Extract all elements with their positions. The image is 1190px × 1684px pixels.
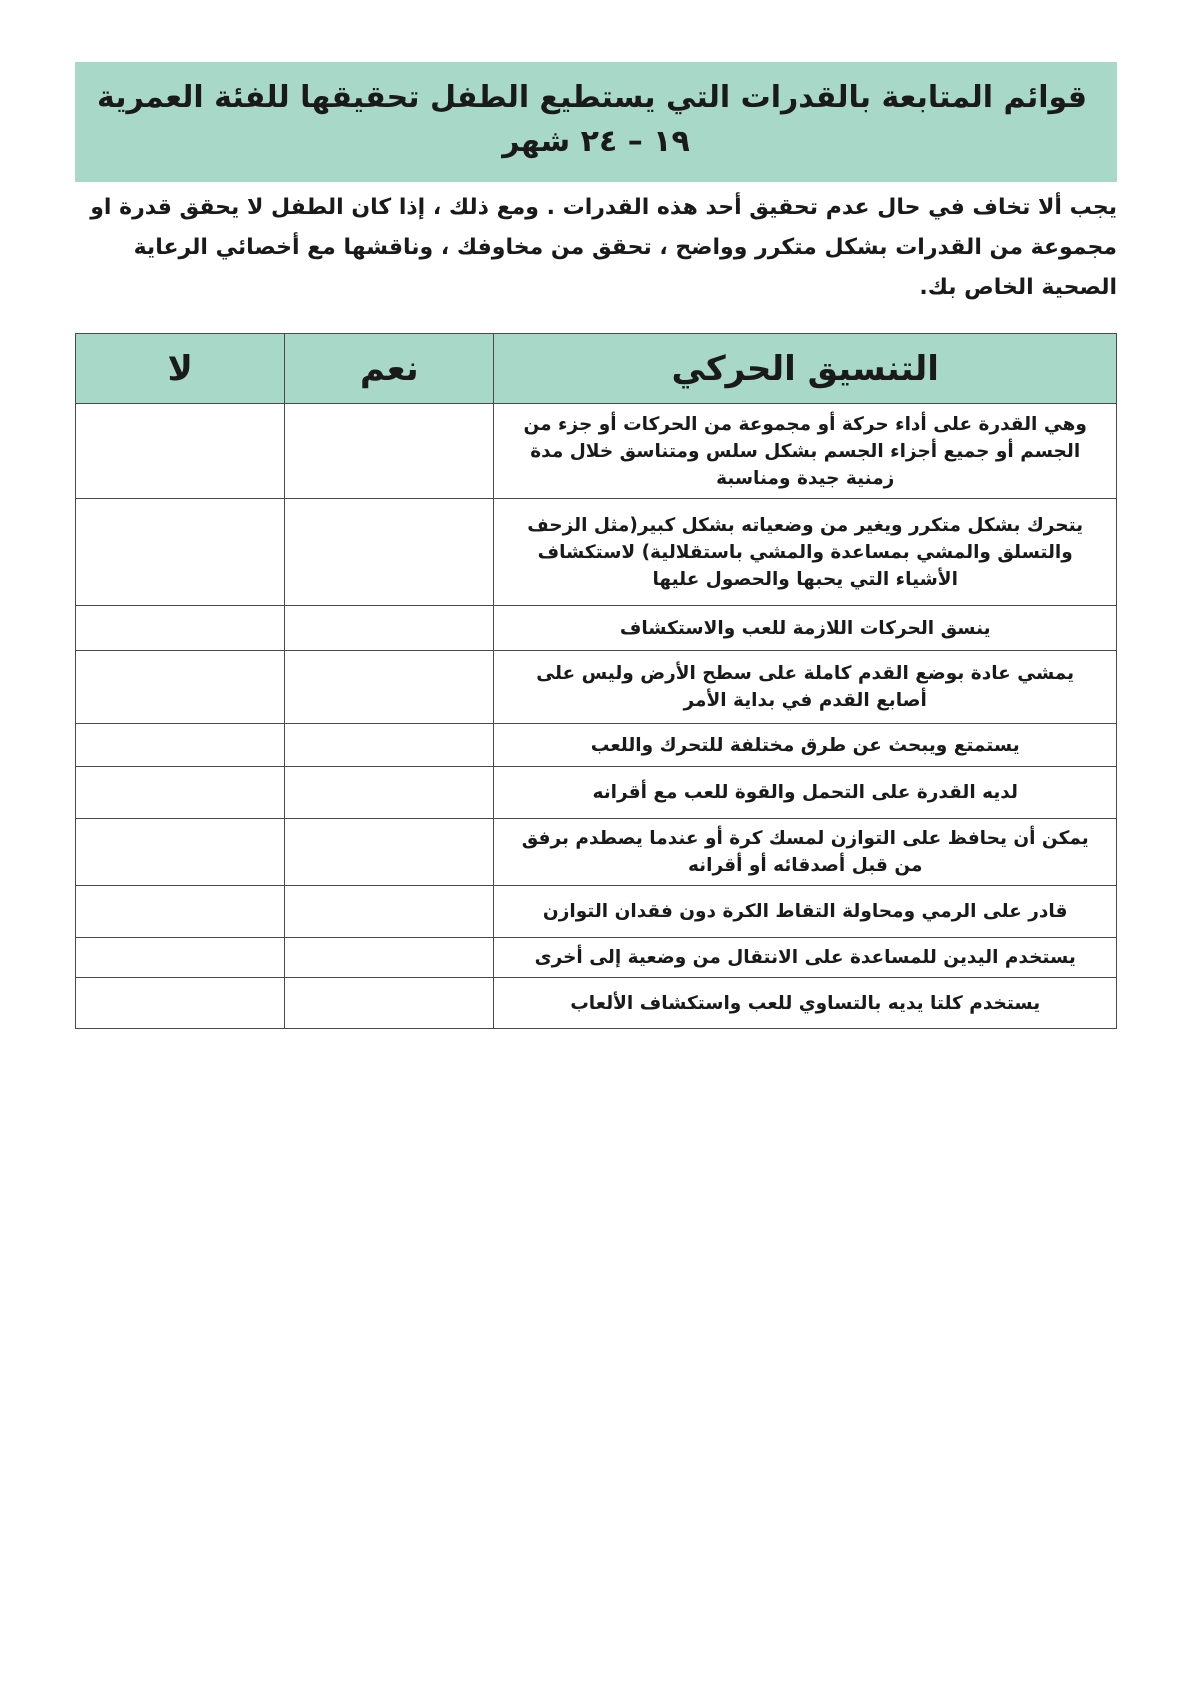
yes-checkbox-cell[interactable] — [285, 404, 494, 499]
skill-text: يستخدم اليدين للمساعدة على الانتقال من وضعية إلى أخرى — [494, 938, 1117, 978]
yes-checkbox-cell[interactable] — [285, 938, 494, 978]
table-row — [76, 938, 1117, 978]
skill-text: يتحرك بشكل متكرر ويغير من وضعياته بشكل كبير(مثل الزحف والتسلق والمشي بمساعدة والمشي باستقلالية) لاستكشاف الأشياء التي يحبها والحصول عليها — [494, 499, 1117, 606]
no-checkbox-cell[interactable] — [76, 606, 285, 651]
no-checkbox-cell[interactable] — [76, 767, 285, 819]
page-title-line-2: ١٩ – ٢٤ شهر — [502, 124, 690, 159]
table-row — [76, 886, 1117, 938]
no-checkbox-cell[interactable] — [76, 978, 285, 1029]
skill-text: يمكن أن يحافظ على التوازن لمسك كرة أو عندما يصطدم برفق من قبل أصدقائه أو أقرانه — [494, 819, 1117, 886]
yes-checkbox-cell[interactable] — [285, 724, 494, 767]
no-checkbox-cell[interactable] — [76, 819, 285, 886]
skills-checklist-table — [75, 333, 1117, 1029]
no-checkbox-cell[interactable] — [76, 404, 285, 499]
yes-checkbox-cell[interactable] — [285, 651, 494, 724]
yes-checkbox-cell[interactable] — [285, 886, 494, 938]
page-title-line-1: قوائم المتابعة بالقدرات التي يستطيع الطفل تحقيقها للفئة العمرية — [97, 80, 1087, 115]
title-banner — [75, 62, 1117, 182]
header-skill: التنسيق الحركي — [494, 334, 1117, 404]
table-row — [76, 404, 1117, 499]
table-row — [76, 767, 1117, 819]
no-checkbox-cell[interactable] — [76, 938, 285, 978]
table-row — [76, 606, 1117, 651]
intro-line-2: مجموعة من القدرات بشكل متكرر وواضح ، تحقق من مخاوفك ، وناقشها مع أخصائي الرعاية — [133, 235, 1117, 260]
table-row — [76, 499, 1117, 606]
table-row — [76, 651, 1117, 724]
skill-text: لديه القدرة على التحمل والقوة للعب مع أقرانه — [494, 767, 1117, 819]
header-no: لا — [76, 334, 285, 404]
skill-text: يستخدم كلتا يديه بالتساوي للعب واستكشاف الألعاب — [494, 978, 1117, 1029]
no-checkbox-cell[interactable] — [76, 651, 285, 724]
no-checkbox-cell[interactable] — [76, 886, 285, 938]
table-header-row — [76, 334, 1117, 404]
table-row — [76, 978, 1117, 1029]
yes-checkbox-cell[interactable] — [285, 819, 494, 886]
skill-text: قادر على الرمي ومحاولة التقاط الكرة دون فقدان التوازن — [494, 886, 1117, 938]
skill-text: يمشي عادة بوضع القدم كاملة على سطح الأرض وليس على أصابع القدم في بداية الأمر — [494, 651, 1117, 724]
yes-checkbox-cell[interactable] — [285, 978, 494, 1029]
no-checkbox-cell[interactable] — [76, 724, 285, 767]
table-row — [76, 819, 1117, 886]
skill-text: يستمتع ويبحث عن طرق مختلفة للتحرك واللعب — [494, 724, 1117, 767]
table-row — [76, 724, 1117, 767]
no-checkbox-cell[interactable] — [76, 499, 285, 606]
yes-checkbox-cell[interactable] — [285, 499, 494, 606]
intro-line-1: يجب ألا تخاف في حال عدم تحقيق أحد هذه القدرات . ومع ذلك ، إذا كان الطفل لا يحقق قدرة او — [90, 195, 1117, 220]
header-yes: نعم — [285, 334, 494, 404]
intro-paragraph — [75, 188, 1117, 308]
yes-checkbox-cell[interactable] — [285, 767, 494, 819]
skill-text: وهي القدرة على أداء حركة أو مجموعة من الحركات أو جزء من الجسم أو جميع أجزاء الجسم بشكل سلس ومتناسق خلال مدة زمنية جيدة ومناسبة — [494, 404, 1117, 499]
yes-checkbox-cell[interactable] — [285, 606, 494, 651]
intro-line-3: الصحية الخاص بك. — [919, 275, 1117, 300]
skill-text: ينسق الحركات اللازمة للعب والاستكشاف — [494, 606, 1117, 651]
